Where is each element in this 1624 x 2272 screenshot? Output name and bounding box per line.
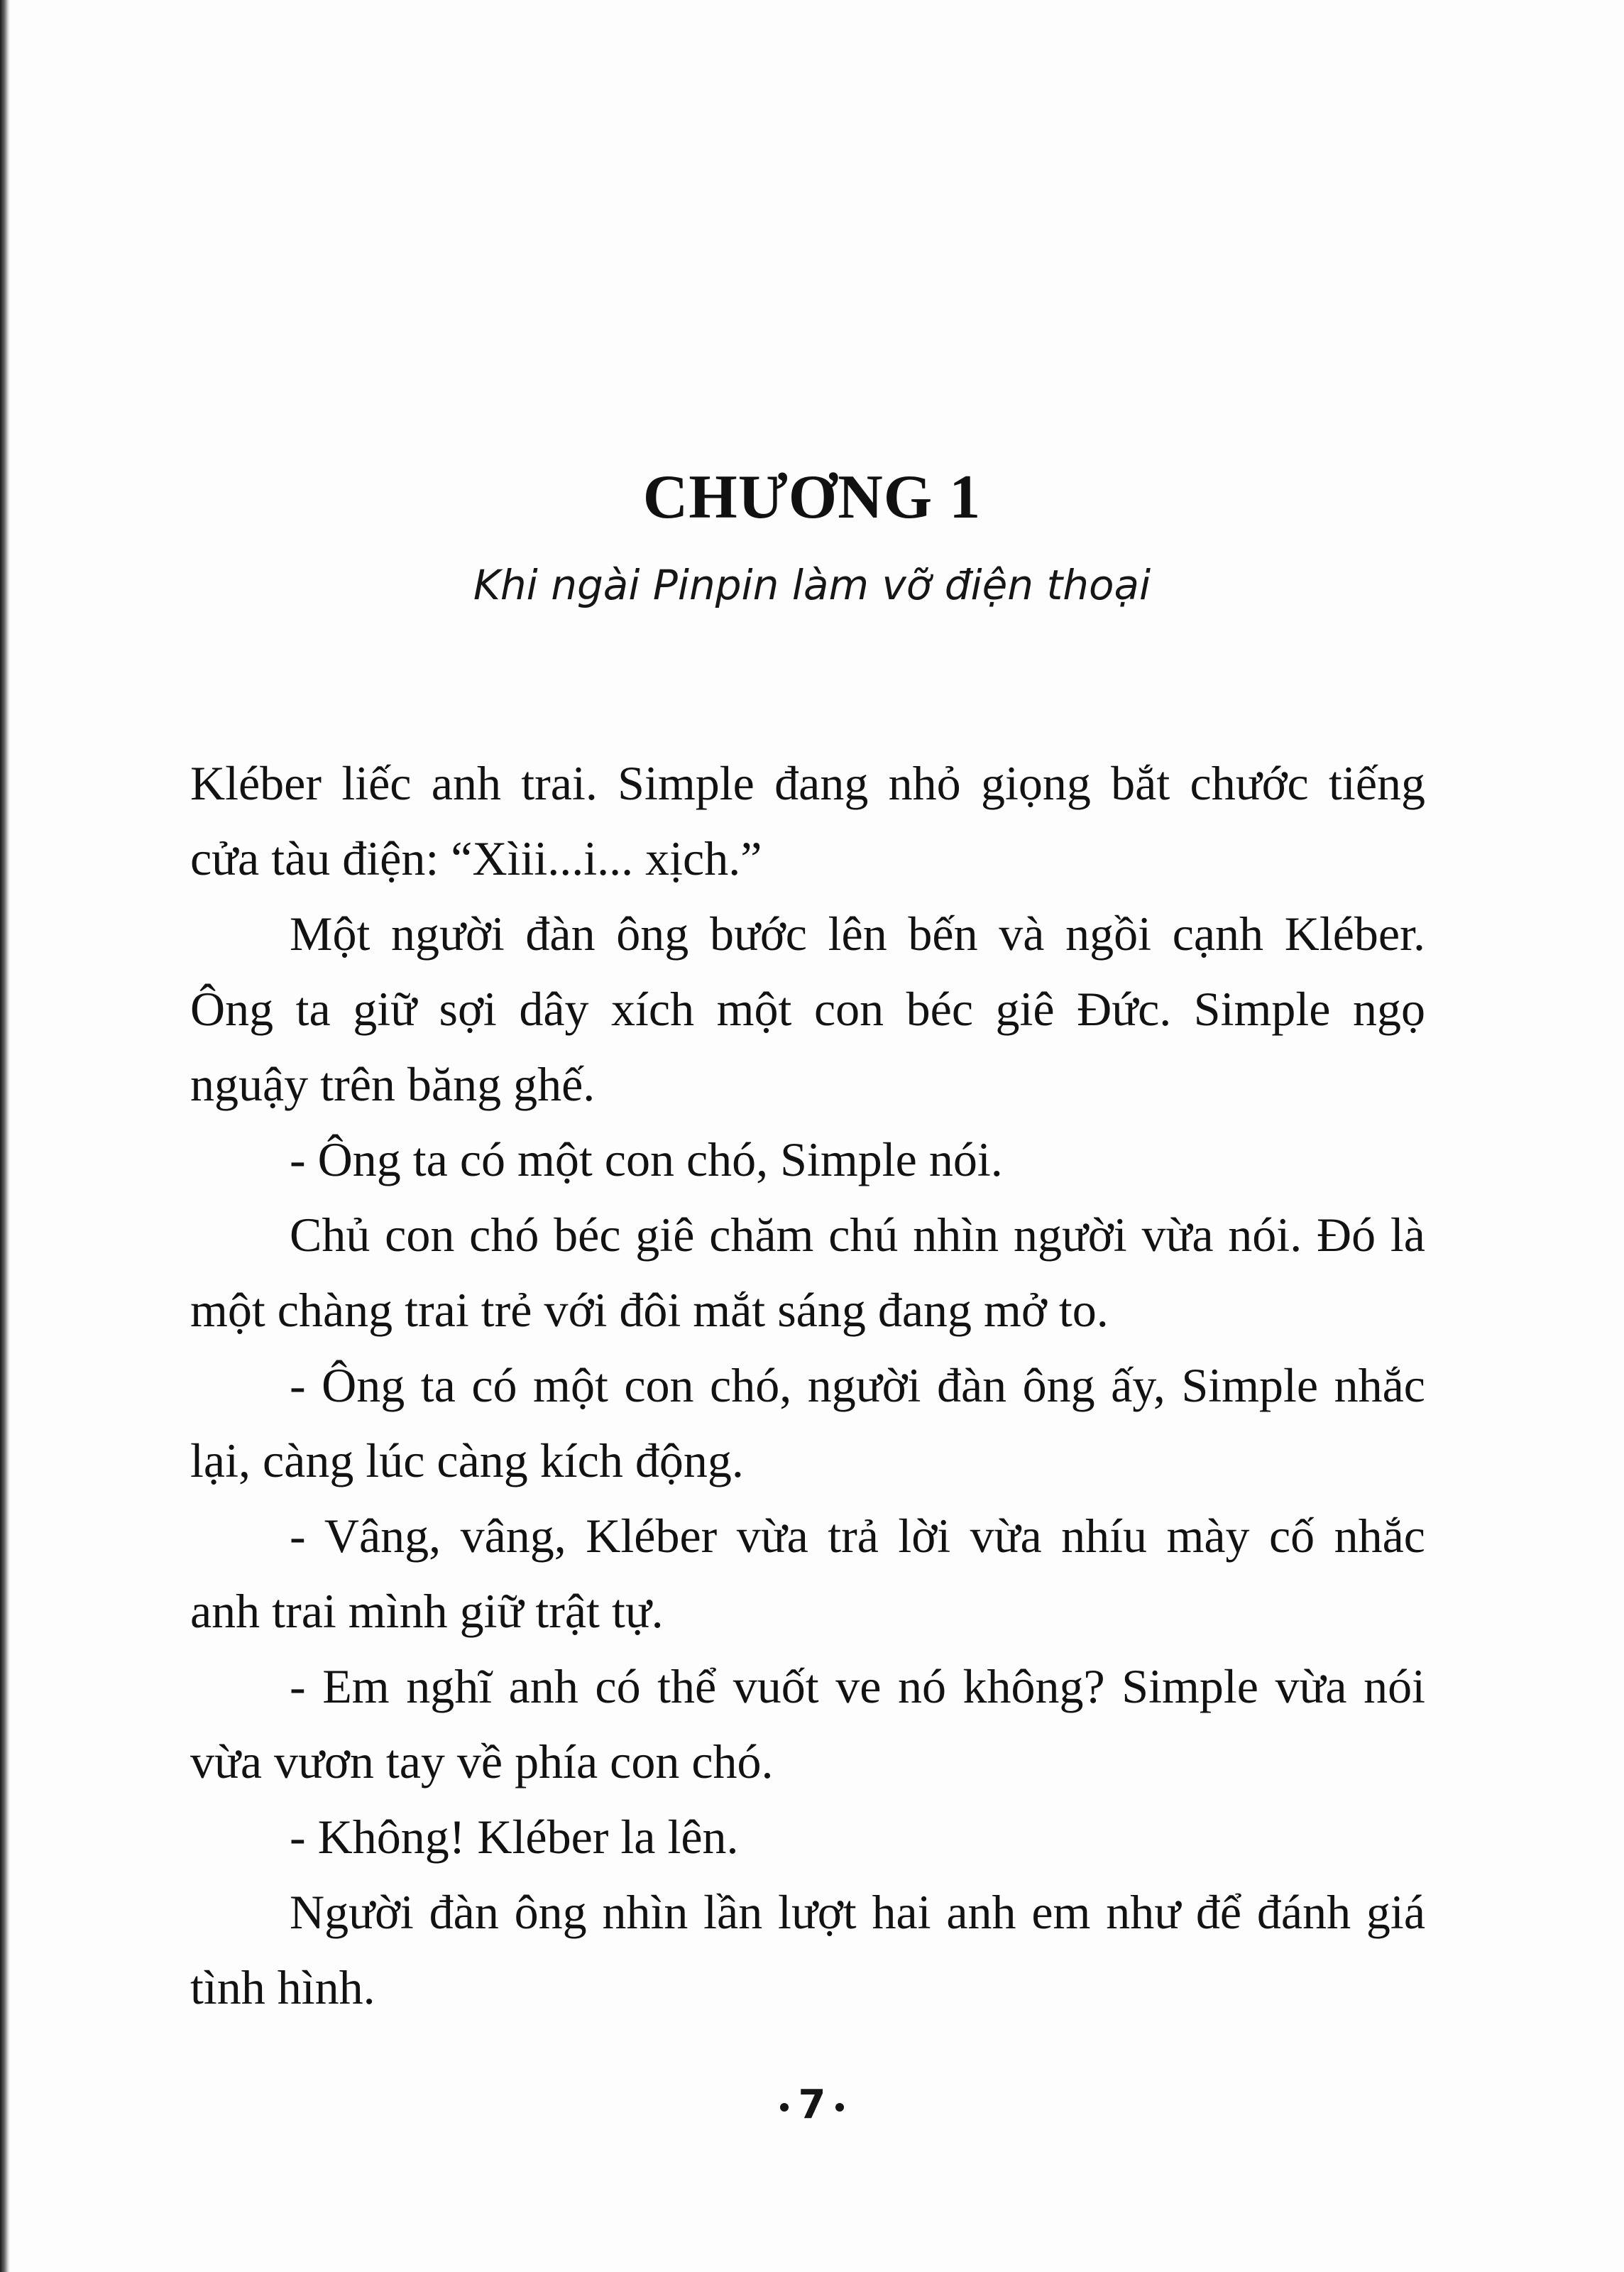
page-number-right-dot: [835, 2103, 844, 2112]
chapter-subtitle: Khi ngài Pinpin làm vỡ điện thoại: [473, 561, 1151, 609]
page-spine-shadow: [0, 0, 10, 2272]
paragraph-4: Chủ con chó béc giê chăm chú nhìn người vừa nói. Đó là một chàng trai trẻ với đôi mắt sáng đang mở to.: [190, 1208, 1425, 1337]
paragraph-7: - Em nghĩ anh có thể vuốt ve nó không? Simple vừa nói vừa vươn tay về phía con chó.: [190, 1659, 1425, 1788]
paragraph-5: - Ông ta có một con chó, người đàn ông ấy, Simple nhắc lại, càng lúc càng kích động.: [190, 1358, 1425, 1487]
page-number: [0, 2082, 1624, 2128]
paragraph-9: Người đàn ông nhìn lần lượt hai anh em như để đánh giá tình hình.: [190, 1885, 1425, 2014]
paragraph-3: - Ông ta có một con chó, Simple nói.: [290, 1132, 1003, 1186]
chapter-body: [190, 746, 1425, 2025]
page-number-value: 7: [798, 2082, 826, 2128]
paragraph-6: - Vâng, vâng, Kléber vừa trả lời vừa nhíu mày cố nhắc anh trai mình giữ trật tự.: [190, 1509, 1425, 1638]
paragraph-8: - Không! Kléber la lên.: [290, 1810, 739, 1864]
paragraph-2: Một người đàn ông bước lên bến và ngồi cạnh Kléber. Ông ta giữ sợi dây xích một con béc giê Đức. Simple ngọ nguậy trên băng ghế.: [190, 907, 1425, 1111]
paragraph-1: Kléber liếc anh trai. Simple đang nhỏ giọng bắt chước tiếng cửa tàu điện: “Xìii...i... xịch.”: [190, 756, 1425, 885]
chapter-heading: CHƯƠNG 1: [642, 463, 982, 532]
page-number-left-dot: [780, 2103, 789, 2112]
